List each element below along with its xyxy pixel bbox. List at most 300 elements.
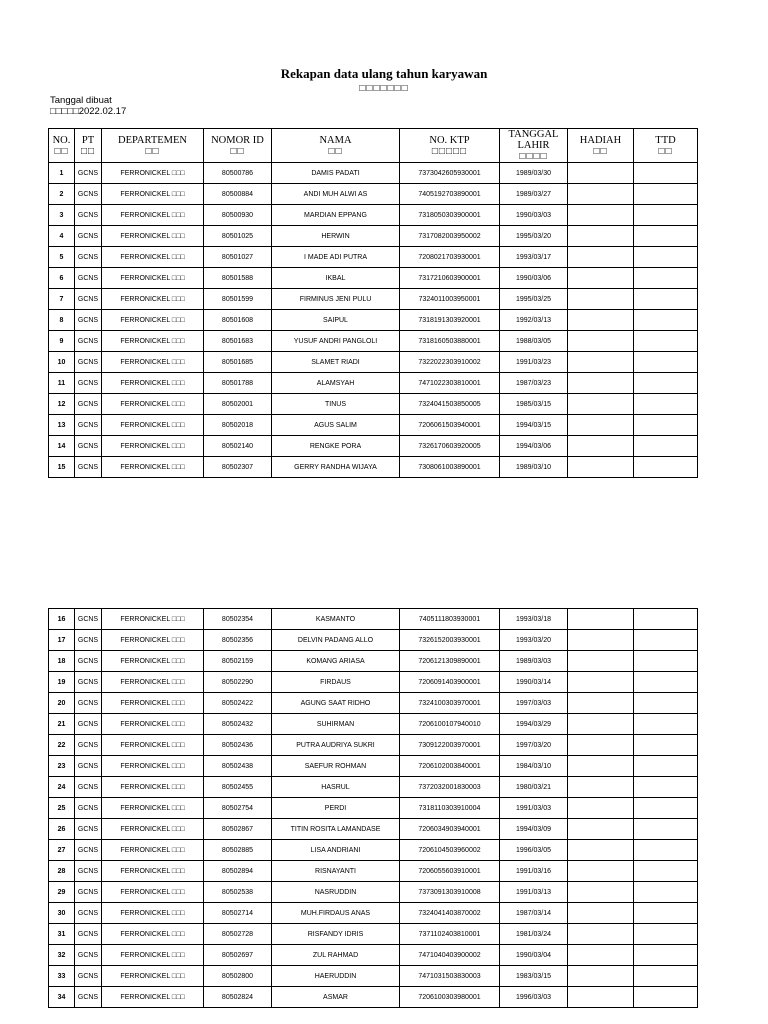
- cell-no-ktp: 7206061503940001: [400, 415, 500, 436]
- cell-no-ktp: 7322022303910002: [400, 352, 500, 373]
- table-row: [49, 861, 698, 882]
- cell-hadiah: [568, 352, 634, 373]
- cell-hadiah: [568, 651, 634, 672]
- cell-ttd: [634, 882, 698, 903]
- cell-tanggal-lahir: 1981/03/24: [500, 924, 568, 945]
- table-row: [49, 415, 698, 436]
- cell-no-ktp: 7206102003840001: [400, 756, 500, 777]
- cell-ttd: [634, 777, 698, 798]
- cell-no: 21: [49, 714, 75, 735]
- cell-tanggal-lahir: 1989/03/10: [500, 457, 568, 478]
- cell-tanggal-lahir: 1991/03/13: [500, 882, 568, 903]
- cell-nomor-id: 80502159: [204, 651, 272, 672]
- cell-pt: GCNS: [75, 609, 102, 630]
- cell-nomor-id: 80502824: [204, 987, 272, 1008]
- cell-ttd: [634, 415, 698, 436]
- cell-departemen: FERRONICKEL □□□: [102, 693, 204, 714]
- cell-hadiah: [568, 882, 634, 903]
- cell-pt: GCNS: [75, 672, 102, 693]
- cell-nama: RISFANDY IDRIS: [272, 924, 400, 945]
- table-row: [49, 840, 698, 861]
- cell-no-ktp: 7471031503830003: [400, 966, 500, 987]
- cell-no-ktp: 7317082003950002: [400, 226, 500, 247]
- table-row: [49, 819, 698, 840]
- cell-hadiah: [568, 840, 634, 861]
- cell-no-ktp: 7206034903940001: [400, 819, 500, 840]
- cell-nomor-id: 80502290: [204, 672, 272, 693]
- cell-ttd: [634, 609, 698, 630]
- cell-no: 8: [49, 310, 75, 331]
- cell-pt: GCNS: [75, 987, 102, 1008]
- cell-no: 30: [49, 903, 75, 924]
- cell-no-ktp: 7471022303810001: [400, 373, 500, 394]
- document-subtitle: □□□□□□□: [359, 83, 409, 94]
- cell-departemen: FERRONICKEL □□□: [102, 777, 204, 798]
- table-row: [49, 672, 698, 693]
- cell-departemen: FERRONICKEL □□□: [102, 630, 204, 651]
- cell-hadiah: [568, 903, 634, 924]
- table-row: [49, 163, 698, 184]
- cell-tanggal-lahir: 1994/03/09: [500, 819, 568, 840]
- cell-nomor-id: 80501025: [204, 226, 272, 247]
- cell-nomor-id: 80502867: [204, 819, 272, 840]
- cell-nomor-id: 80502307: [204, 457, 272, 478]
- cell-no-ktp: 7317210603900001: [400, 268, 500, 289]
- cell-tanggal-lahir: 1990/03/03: [500, 205, 568, 226]
- cell-ttd: [634, 268, 698, 289]
- cell-hadiah: [568, 714, 634, 735]
- cell-ttd: [634, 798, 698, 819]
- table-row: [49, 966, 698, 987]
- cell-no: 13: [49, 415, 75, 436]
- roster-table-page-2: [48, 608, 698, 1008]
- cell-ttd: [634, 247, 698, 268]
- cell-hadiah: [568, 966, 634, 987]
- cell-pt: GCNS: [75, 735, 102, 756]
- cell-departemen: FERRONICKEL □□□: [102, 714, 204, 735]
- table-row: [49, 882, 698, 903]
- cell-departemen: FERRONICKEL □□□: [102, 247, 204, 268]
- cell-ttd: [634, 352, 698, 373]
- cell-hadiah: [568, 289, 634, 310]
- cell-hadiah: [568, 693, 634, 714]
- cell-no: 16: [49, 609, 75, 630]
- cell-pt: GCNS: [75, 945, 102, 966]
- cell-pt: GCNS: [75, 247, 102, 268]
- table-row: [49, 714, 698, 735]
- cell-nomor-id: 80502728: [204, 924, 272, 945]
- cell-no: 18: [49, 651, 75, 672]
- cell-ttd: [634, 840, 698, 861]
- cell-nomor-id: 80501685: [204, 352, 272, 373]
- header-ttd: TTD □□: [634, 129, 698, 163]
- cell-nomor-id: 80500786: [204, 163, 272, 184]
- table-body-page-1: [49, 163, 698, 478]
- cell-nomor-id: 80502356: [204, 630, 272, 651]
- cell-pt: GCNS: [75, 882, 102, 903]
- cell-ttd: [634, 184, 698, 205]
- cell-tanggal-lahir: 1993/03/18: [500, 609, 568, 630]
- cell-nama: PERDI: [272, 798, 400, 819]
- cell-tanggal-lahir: 1996/03/03: [500, 987, 568, 1008]
- cell-departemen: FERRONICKEL □□□: [102, 987, 204, 1008]
- cell-departemen: FERRONICKEL □□□: [102, 966, 204, 987]
- cell-departemen: FERRONICKEL □□□: [102, 840, 204, 861]
- cell-hadiah: [568, 457, 634, 478]
- cell-nomor-id: 80502438: [204, 756, 272, 777]
- cell-nomor-id: 80502455: [204, 777, 272, 798]
- cell-departemen: FERRONICKEL □□□: [102, 756, 204, 777]
- cell-nomor-id: 80502894: [204, 861, 272, 882]
- cell-tanggal-lahir: 1994/03/15: [500, 415, 568, 436]
- cell-tanggal-lahir: 1994/03/06: [500, 436, 568, 457]
- cell-nomor-id: 80502422: [204, 693, 272, 714]
- table-row: [49, 205, 698, 226]
- cell-hadiah: [568, 798, 634, 819]
- cell-hadiah: [568, 861, 634, 882]
- table-row: [49, 436, 698, 457]
- cell-departemen: FERRONICKEL □□□: [102, 457, 204, 478]
- cell-nama: FIRDAUS: [272, 672, 400, 693]
- cell-nomor-id: 80501788: [204, 373, 272, 394]
- cell-nomor-id: 80502432: [204, 714, 272, 735]
- cell-no-ktp: 7318110303910004: [400, 798, 500, 819]
- cell-hadiah: [568, 924, 634, 945]
- cell-departemen: FERRONICKEL □□□: [102, 352, 204, 373]
- table-row: [49, 924, 698, 945]
- cell-departemen: FERRONICKEL □□□: [102, 861, 204, 882]
- cell-nomor-id: 80502001: [204, 394, 272, 415]
- cell-departemen: FERRONICKEL □□□: [102, 415, 204, 436]
- cell-hadiah: [568, 819, 634, 840]
- cell-pt: GCNS: [75, 457, 102, 478]
- cell-nama: HASRUL: [272, 777, 400, 798]
- cell-no-ktp: 7206121309890001: [400, 651, 500, 672]
- cell-nomor-id: 80502354: [204, 609, 272, 630]
- cell-nomor-id: 80501608: [204, 310, 272, 331]
- cell-ttd: [634, 205, 698, 226]
- cell-hadiah: [568, 609, 634, 630]
- cell-pt: GCNS: [75, 163, 102, 184]
- cell-ttd: [634, 945, 698, 966]
- cell-nomor-id: 80501027: [204, 247, 272, 268]
- cell-departemen: FERRONICKEL □□□: [102, 924, 204, 945]
- cell-ttd: [634, 394, 698, 415]
- cell-nama: ASMAR: [272, 987, 400, 1008]
- table-row: [49, 735, 698, 756]
- cell-no: 7: [49, 289, 75, 310]
- header-departemen: DEPARTEMEN □□: [102, 129, 204, 163]
- cell-no: 34: [49, 987, 75, 1008]
- cell-pt: GCNS: [75, 630, 102, 651]
- cell-pt: GCNS: [75, 861, 102, 882]
- cell-nama: AGUS SALIM: [272, 415, 400, 436]
- cell-ttd: [634, 163, 698, 184]
- table-row: [49, 394, 698, 415]
- header-tanggal-lahir: TANGGAL LAHIR □□□□: [500, 129, 568, 163]
- cell-tanggal-lahir: 1997/03/03: [500, 693, 568, 714]
- table-row: [49, 903, 698, 924]
- cell-no: 25: [49, 798, 75, 819]
- cell-nama: TINUS: [272, 394, 400, 415]
- cell-no: 27: [49, 840, 75, 861]
- cell-nomor-id: 80502436: [204, 735, 272, 756]
- table-row: [49, 289, 698, 310]
- cell-pt: GCNS: [75, 415, 102, 436]
- cell-tanggal-lahir: 1987/03/14: [500, 903, 568, 924]
- cell-ttd: [634, 819, 698, 840]
- cell-no: 31: [49, 924, 75, 945]
- cell-nomor-id: 80502714: [204, 903, 272, 924]
- cell-ttd: [634, 987, 698, 1008]
- cell-no-ktp: 7208021703930001: [400, 247, 500, 268]
- cell-nama: PUTRA AUDRIYA SUKRI: [272, 735, 400, 756]
- cell-nama: DELVIN PADANG ALLO: [272, 630, 400, 651]
- cell-no: 24: [49, 777, 75, 798]
- cell-departemen: FERRONICKEL □□□: [102, 609, 204, 630]
- cell-nomor-id: 80502538: [204, 882, 272, 903]
- cell-no: 1: [49, 163, 75, 184]
- cell-nama: LISA ANDRIANI: [272, 840, 400, 861]
- cell-no-ktp: 7371102403810001: [400, 924, 500, 945]
- cell-no-ktp: 7206091403900001: [400, 672, 500, 693]
- cell-nama: SUHIRMAN: [272, 714, 400, 735]
- cell-hadiah: [568, 310, 634, 331]
- cell-hadiah: [568, 184, 634, 205]
- cell-tanggal-lahir: 1994/03/29: [500, 714, 568, 735]
- header-nomor-id: NOMOR ID □□: [204, 129, 272, 163]
- cell-no: 23: [49, 756, 75, 777]
- cell-tanggal-lahir: 1997/03/20: [500, 735, 568, 756]
- cell-tanggal-lahir: 1995/03/25: [500, 289, 568, 310]
- cell-nama: HAERUDDIN: [272, 966, 400, 987]
- cell-no: 26: [49, 819, 75, 840]
- cell-no: 5: [49, 247, 75, 268]
- cell-no-ktp: 7324041503850005: [400, 394, 500, 415]
- cell-departemen: FERRONICKEL □□□: [102, 205, 204, 226]
- cell-tanggal-lahir: 1989/03/27: [500, 184, 568, 205]
- cell-no-ktp: 7372032001830003: [400, 777, 500, 798]
- cell-nama: HERWIN: [272, 226, 400, 247]
- table-row: [49, 352, 698, 373]
- cell-ttd: [634, 436, 698, 457]
- header-no: NO. □□: [49, 129, 75, 163]
- cell-hadiah: [568, 630, 634, 651]
- cell-pt: GCNS: [75, 777, 102, 798]
- cell-no-ktp: 7308061003890001: [400, 457, 500, 478]
- cell-pt: GCNS: [75, 714, 102, 735]
- table-row: [49, 798, 698, 819]
- table-row: [49, 226, 698, 247]
- cell-no-ktp: 7324011003950001: [400, 289, 500, 310]
- cell-ttd: [634, 693, 698, 714]
- cell-hadiah: [568, 777, 634, 798]
- cell-ttd: [634, 966, 698, 987]
- cell-tanggal-lahir: 1987/03/23: [500, 373, 568, 394]
- cell-tanggal-lahir: 1991/03/03: [500, 798, 568, 819]
- cell-nomor-id: 80500884: [204, 184, 272, 205]
- cell-ttd: [634, 714, 698, 735]
- cell-ttd: [634, 226, 698, 247]
- cell-pt: GCNS: [75, 310, 102, 331]
- header-pt: PT □□: [75, 129, 102, 163]
- cell-hadiah: [568, 756, 634, 777]
- cell-pt: GCNS: [75, 924, 102, 945]
- cell-no: 11: [49, 373, 75, 394]
- cell-nomor-id: 80502140: [204, 436, 272, 457]
- cell-tanggal-lahir: 1995/03/20: [500, 226, 568, 247]
- roster-table-page-1: [48, 128, 698, 478]
- cell-no: 12: [49, 394, 75, 415]
- cell-no-ktp: 7405192703890001: [400, 184, 500, 205]
- cell-nomor-id: 80502754: [204, 798, 272, 819]
- cell-ttd: [634, 310, 698, 331]
- cell-nama: NASRUDDIN: [272, 882, 400, 903]
- cell-tanggal-lahir: 1989/03/03: [500, 651, 568, 672]
- cell-no: 33: [49, 966, 75, 987]
- cell-ttd: [634, 903, 698, 924]
- cell-no: 22: [49, 735, 75, 756]
- cell-nama: AGUNG SAAT RIDHO: [272, 693, 400, 714]
- table-row: [49, 777, 698, 798]
- cell-hadiah: [568, 331, 634, 352]
- cell-pt: GCNS: [75, 205, 102, 226]
- table-row: [49, 630, 698, 651]
- cell-pt: GCNS: [75, 331, 102, 352]
- cell-nama: KOMANG ARIASA: [272, 651, 400, 672]
- cell-pt: GCNS: [75, 966, 102, 987]
- cell-nomor-id: 80501588: [204, 268, 272, 289]
- cell-nama: IKBAL: [272, 268, 400, 289]
- cell-no: 6: [49, 268, 75, 289]
- cell-pt: GCNS: [75, 798, 102, 819]
- cell-tanggal-lahir: 1991/03/16: [500, 861, 568, 882]
- cell-departemen: FERRONICKEL □□□: [102, 226, 204, 247]
- cell-pt: GCNS: [75, 651, 102, 672]
- cell-nama: I MADE ADI PUTRA: [272, 247, 400, 268]
- cell-no-ktp: 7471040403900002: [400, 945, 500, 966]
- cell-no-ktp: 7324041403870002: [400, 903, 500, 924]
- table-row: [49, 184, 698, 205]
- cell-no-ktp: 7206055603910001: [400, 861, 500, 882]
- cell-departemen: FERRONICKEL □□□: [102, 394, 204, 415]
- cell-ttd: [634, 630, 698, 651]
- table-row: [49, 373, 698, 394]
- cell-no: 28: [49, 861, 75, 882]
- cell-departemen: FERRONICKEL □□□: [102, 331, 204, 352]
- cell-ttd: [634, 457, 698, 478]
- cell-tanggal-lahir: 1989/03/30: [500, 163, 568, 184]
- cell-nama: SLAMET RIADI: [272, 352, 400, 373]
- cell-nama: ANDI MUH ALWI AS: [272, 184, 400, 205]
- cell-pt: GCNS: [75, 840, 102, 861]
- cell-nomor-id: 80501683: [204, 331, 272, 352]
- cell-ttd: [634, 289, 698, 310]
- cell-ttd: [634, 672, 698, 693]
- cell-nama: ZUL RAHMAD: [272, 945, 400, 966]
- cell-departemen: FERRONICKEL □□□: [102, 672, 204, 693]
- cell-pt: GCNS: [75, 693, 102, 714]
- cell-pt: GCNS: [75, 903, 102, 924]
- cell-tanggal-lahir: 1992/03/13: [500, 310, 568, 331]
- cell-nomor-id: 80501599: [204, 289, 272, 310]
- cell-departemen: FERRONICKEL □□□: [102, 903, 204, 924]
- header-no-ktp: NO. KTP □□□□□: [400, 129, 500, 163]
- cell-hadiah: [568, 268, 634, 289]
- cell-nomor-id: 80502697: [204, 945, 272, 966]
- cell-no-ktp: 7326152003930001: [400, 630, 500, 651]
- cell-pt: GCNS: [75, 436, 102, 457]
- cell-nama: YUSUF ANDRI PANGLOLI: [272, 331, 400, 352]
- cell-pt: GCNS: [75, 352, 102, 373]
- cell-hadiah: [568, 394, 634, 415]
- cell-hadiah: [568, 205, 634, 226]
- cell-nama: SAEFUR ROHMAN: [272, 756, 400, 777]
- table-row: [49, 247, 698, 268]
- cell-ttd: [634, 924, 698, 945]
- document-title: Rekapan data ulang tahun karyawan: [280, 66, 488, 81]
- cell-no-ktp: 7206104503960002: [400, 840, 500, 861]
- cell-ttd: [634, 373, 698, 394]
- table-row: [49, 987, 698, 1008]
- cell-no: 29: [49, 882, 75, 903]
- cell-nomor-id: 80502800: [204, 966, 272, 987]
- cell-nama: SAIPUL: [272, 310, 400, 331]
- cell-nama: GERRY RANDHA WIJAYA: [272, 457, 400, 478]
- cell-pt: GCNS: [75, 184, 102, 205]
- cell-no-ktp: 7326170603920005: [400, 436, 500, 457]
- cell-no-ktp: 7373091303910008: [400, 882, 500, 903]
- cell-no: 10: [49, 352, 75, 373]
- date-value: □□□□□2022.02.17: [50, 106, 127, 117]
- cell-no: 4: [49, 226, 75, 247]
- cell-departemen: FERRONICKEL □□□: [102, 184, 204, 205]
- cell-hadiah: [568, 226, 634, 247]
- cell-tanggal-lahir: 1996/03/05: [500, 840, 568, 861]
- cell-nama: RISNAYANTI: [272, 861, 400, 882]
- cell-departemen: FERRONICKEL □□□: [102, 945, 204, 966]
- cell-departemen: FERRONICKEL □□□: [102, 735, 204, 756]
- cell-departemen: FERRONICKEL □□□: [102, 819, 204, 840]
- cell-pt: GCNS: [75, 289, 102, 310]
- cell-ttd: [634, 651, 698, 672]
- table-row: [49, 756, 698, 777]
- cell-departemen: FERRONICKEL □□□: [102, 651, 204, 672]
- cell-departemen: FERRONICKEL □□□: [102, 163, 204, 184]
- cell-nama: KASMANTO: [272, 609, 400, 630]
- cell-departemen: FERRONICKEL □□□: [102, 268, 204, 289]
- cell-tanggal-lahir: 1991/03/23: [500, 352, 568, 373]
- cell-nama: DAMIS PADATI: [272, 163, 400, 184]
- cell-nama: MARDIAN EPPANG: [272, 205, 400, 226]
- cell-departemen: FERRONICKEL □□□: [102, 289, 204, 310]
- cell-nama: FIRMINUS JENI PULU: [272, 289, 400, 310]
- header-nama: NAMA □□: [272, 129, 400, 163]
- cell-departemen: FERRONICKEL □□□: [102, 310, 204, 331]
- cell-no: 17: [49, 630, 75, 651]
- table-body-page-2: [49, 609, 698, 1008]
- cell-tanggal-lahir: 1990/03/06: [500, 268, 568, 289]
- cell-hadiah: [568, 436, 634, 457]
- cell-no: 20: [49, 693, 75, 714]
- cell-tanggal-lahir: 1990/03/04: [500, 945, 568, 966]
- cell-no-ktp: 7405111803930001: [400, 609, 500, 630]
- cell-nomor-id: 80502885: [204, 840, 272, 861]
- cell-pt: GCNS: [75, 226, 102, 247]
- cell-nama: MUH.FIRDAUS ANAS: [272, 903, 400, 924]
- cell-no: 9: [49, 331, 75, 352]
- cell-ttd: [634, 861, 698, 882]
